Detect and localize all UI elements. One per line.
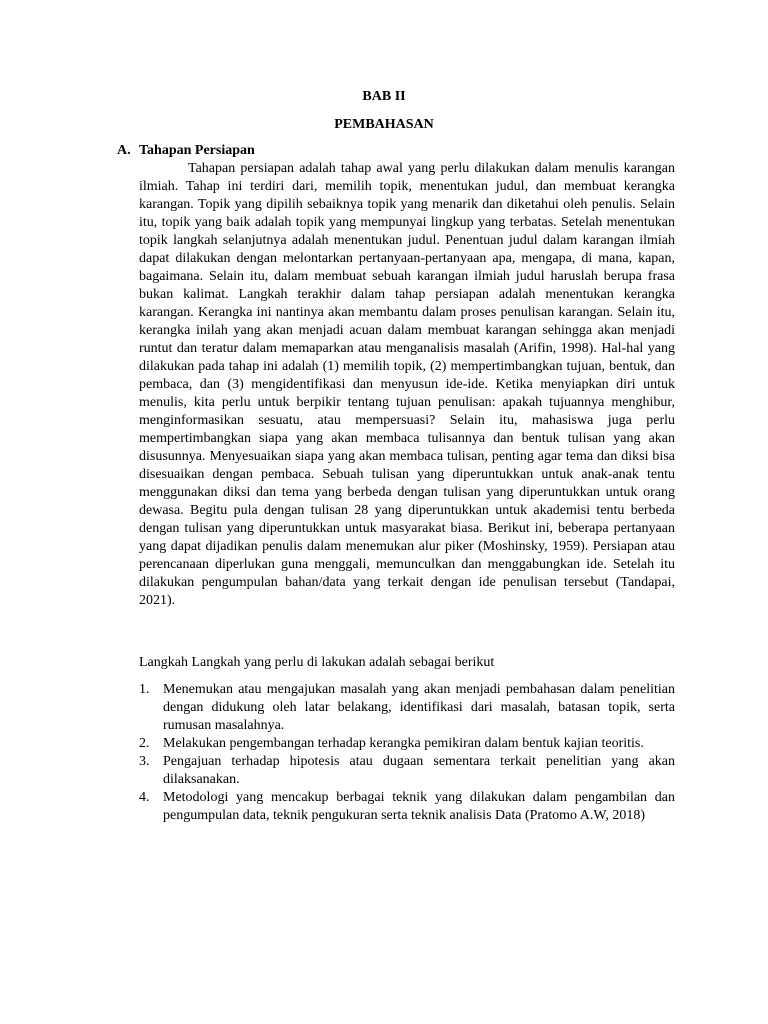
list-item xyxy=(139,789,675,825)
list-item xyxy=(139,681,675,735)
section-marker: A. xyxy=(117,143,131,158)
list-item-text: Metodologi yang mencakup berbagai teknik yang dilakukan dalam pengambilan dan pengumpulan data, teknik pengukuran serta teknik analisis Data (Pratomo A.W, 2018) xyxy=(163,790,675,823)
list-item xyxy=(139,735,675,753)
chapter-title: PEMBAHASAN xyxy=(334,117,434,132)
list-item-text: Menemukan atau mengajukan masalah yang akan menjadi pembahasan dalam penelitian dengan didukung oleh latar belakang, identifikasi dari masalah, batasan topik, serta rumusan masalahnya. xyxy=(163,682,675,733)
section-heading xyxy=(117,142,255,160)
list-item-number: 1. xyxy=(139,682,150,697)
list-item-number: 4. xyxy=(139,790,150,805)
steps-intro: Langkah Langkah yang perlu di lakukan adalah sebagai berikut xyxy=(139,655,495,670)
list-item-text: Melakukan pengembangan terhadap kerangka pemikiran dalam bentuk kajian teoritis. xyxy=(163,736,644,751)
chapter-label: BAB II xyxy=(362,89,406,104)
list-item-text: Pengajuan terhadap hipotesis atau dugaan sementara terkait penelitian yang akan dilaksanakan. xyxy=(163,754,675,787)
list-item xyxy=(139,753,675,789)
steps-list xyxy=(139,681,675,825)
list-item-number: 3. xyxy=(139,754,150,769)
list-item-number: 2. xyxy=(139,736,150,751)
section-title: Tahapan Persiapan xyxy=(139,143,255,158)
section-paragraph: Tahapan persiapan adalah tahap awal yang perlu dilakukan dalam menulis karangan ilmiah. Tahap ini terdiri dari, memilih topik, menentukan judul, dan membuat kerangka karangan. Topik yang dipilih sebaiknya topik yang menarik dan diketahui oleh penulis. Selain itu, topik yang baik adalah topik yang mempunyai lingkup yang terbatas. Setelah menentukan topik langkah selanjutnya adalah menentukan judul. Penentuan judul dalam karangan ilmiah dapat dilakukan dengan melontarkan pertanyaan-pertanyaan apa, mengapa, di mana, kapan, bagaimana. Selain itu, dalam membuat sebuah karangan ilmiah judul haruslah berupa frasa bukan kalimat. Langkah terakhir dalam tahap persiapan adalah menentukan kerangka karangan. Kerangka ini nantinya akan membantu dalam proses penulisan karangan. Selain itu, kerangka inilah yang akan menjadi acuan dalam membuat karangan sehingga akan menjadi runtut dan teratur dalam memaparkan atau menganalisis masalah (Arifin, 1998). Hal-hal yang dilakukan pada tahap ini adalah (1) memilih topik, (2) mempertimbangkan tujuan, bentuk, dan pembaca, dan (3) mengidentifikasi dan menyusun ide-ide. Ketika menyiapkan diri untuk menulis, kita perlu untuk berpikir tentang tujuan penulisan: apakah tujuannya menghibur, menginformasikan sesuatu, atau mempersuasi? Selain itu, mahasiswa juga perlu mempertimbangkan siapa yang akan membaca tulisannya dan bentuk tulisan yang akan disusunnya. Menyesuaikan siapa yang akan membaca tulisan, penting agar tema dan diksi bisa disesuaikan dengan pembaca. Sebuah tulisan yang diperuntukkan untuk anak-anak tentu menggunakan diksi dan tema yang berbeda dengan tulisan yang diperuntukkan untuk orang dewasa. Begitu pula dengan tulisan 28 yang diperuntukkan untuk akademisi tentu berbeda dengan tulisan yang diperuntukkan untuk masyarakat biasa. Berikut ini, beberapa pertanyaan yang dapat dijadikan penulis dalam menemukan alur piker (Moshinsky, 1959). Persiapan atau perencanaan diperlukan guna menggali, memunculkan dan menggabungkan ide. Setelah itu dilakukan pengumpulan bahan/data yang terkait dengan ide penulisan tersebut (Tandapai, 2021). xyxy=(139,161,675,608)
